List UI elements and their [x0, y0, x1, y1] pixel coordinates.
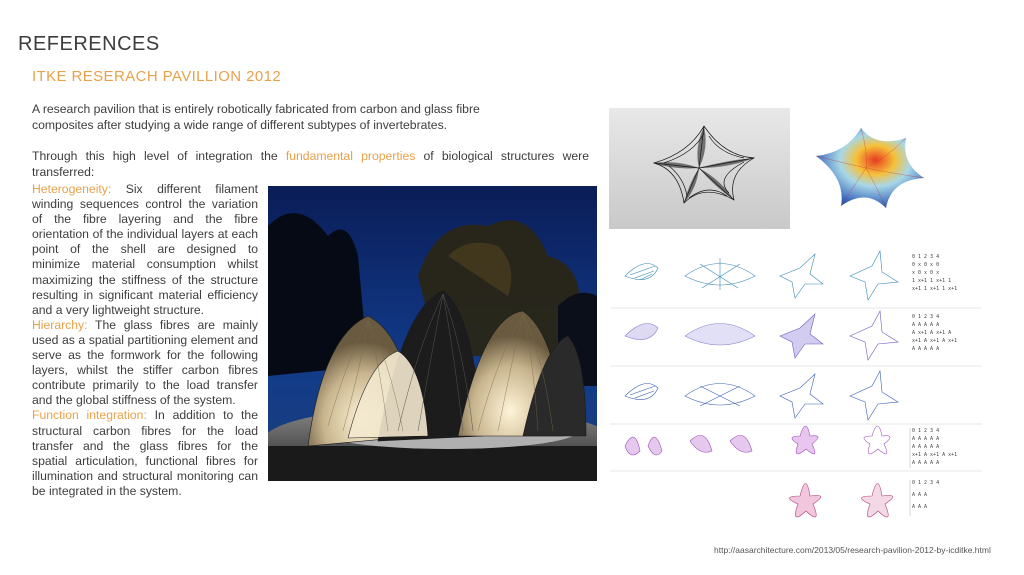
svg-text:x+1 A x+1 A x+1: x+1 A x+1 A x+1 [912, 338, 958, 344]
integration-paragraph [32, 148, 589, 180]
pavilion-night-photo [268, 186, 597, 481]
svg-text:A A A A A: A A A A A [912, 460, 940, 466]
function-integration-term: Function integration: [32, 408, 147, 423]
function-integration-section [32, 408, 258, 499]
properties-column [32, 182, 258, 499]
function-integration-text: In addition to the structural carbon fibres for the load transfer and the glass fibres for the spatial articulation, functional fibres for illumination and structural monitoring can be integrated in the system. [32, 408, 258, 498]
svg-text:0 1 2 3 4: 0 1 2 3 4 [912, 480, 940, 486]
svg-text:0 1 2 3 4: 0 1 2 3 4 [912, 314, 940, 320]
page-subtitle: ITKE RESERACH PAVILLION 2012 [32, 68, 282, 85]
svg-text:A A A: A A A [912, 492, 928, 498]
winding-sequence-diagram [610, 246, 982, 526]
svg-text:A A A A A: A A A A A [912, 346, 940, 352]
svg-text:x+1 1 x+1 1 x+1: x+1 1 x+1 1 x+1 [912, 286, 958, 292]
svg-text:A x+1 A x+1 A: A x+1 A x+1 A [912, 330, 952, 336]
svg-text:0 1 2 3 4: 0 1 2 3 4 [912, 254, 940, 260]
svg-text:x+1 A x+1 A x+1: x+1 A x+1 A x+1 [912, 452, 958, 458]
source-url: http://aasarchitecture.com/2013/05/research-pavilion-2012-by-icditke.html [714, 545, 991, 555]
svg-text:A A A A A: A A A A A [912, 322, 940, 328]
heterogeneity-text: Six different filament winding sequences control the variation of the fibre layering and the fibre orientation of the individual layers at each point of the shell are designed to minimize material consumption whilst maximizing the stiffness of the structure resulting in significant material efficiency and a very lightweight structure. [32, 182, 258, 317]
svg-text:A A A: A A A [912, 504, 928, 510]
intro-paragraph: A research pavilion that is entirely robotically fabricated from carbon and glass fibre composites after studying a wide range of different subtypes of invertebrates. [32, 102, 480, 132]
svg-text:0 1 2 3 4: 0 1 2 3 4 [912, 428, 940, 434]
svg-text:A A A A A: A A A A A [912, 444, 940, 450]
svg-text:x 0 x 0 x: x 0 x 0 x [912, 270, 940, 276]
hierarchy-section [32, 318, 258, 409]
hierarchy-text: The glass fibres are mainly used as a spatial partitioning element and serve as the formwork for the following layers, whilst the stiffer carbon fibres contribute primarily to the load transfer and the global stiffness of the system. [32, 317, 258, 408]
svg-text:0 x 0 x 0: 0 x 0 x 0 [912, 262, 940, 268]
svg-text:A A A A A: A A A A A [912, 436, 940, 442]
fibre-model-photo [609, 108, 790, 229]
heterogeneity-section [32, 182, 258, 318]
stress-analysis-model [806, 108, 930, 229]
page-title: REFERENCES [18, 33, 160, 55]
integration-text-end: of biological structures were transferred: [32, 149, 589, 179]
fundamental-properties-highlight: fundamental properties [285, 149, 416, 163]
heterogeneity-term: Heterogeneity: [32, 182, 112, 196]
integration-text-start: Through this high level of integration the [32, 149, 286, 163]
svg-text:1 x+1 1 x+1 1: 1 x+1 1 x+1 1 [912, 278, 952, 284]
hierarchy-term: Hierarchy: [32, 317, 88, 332]
